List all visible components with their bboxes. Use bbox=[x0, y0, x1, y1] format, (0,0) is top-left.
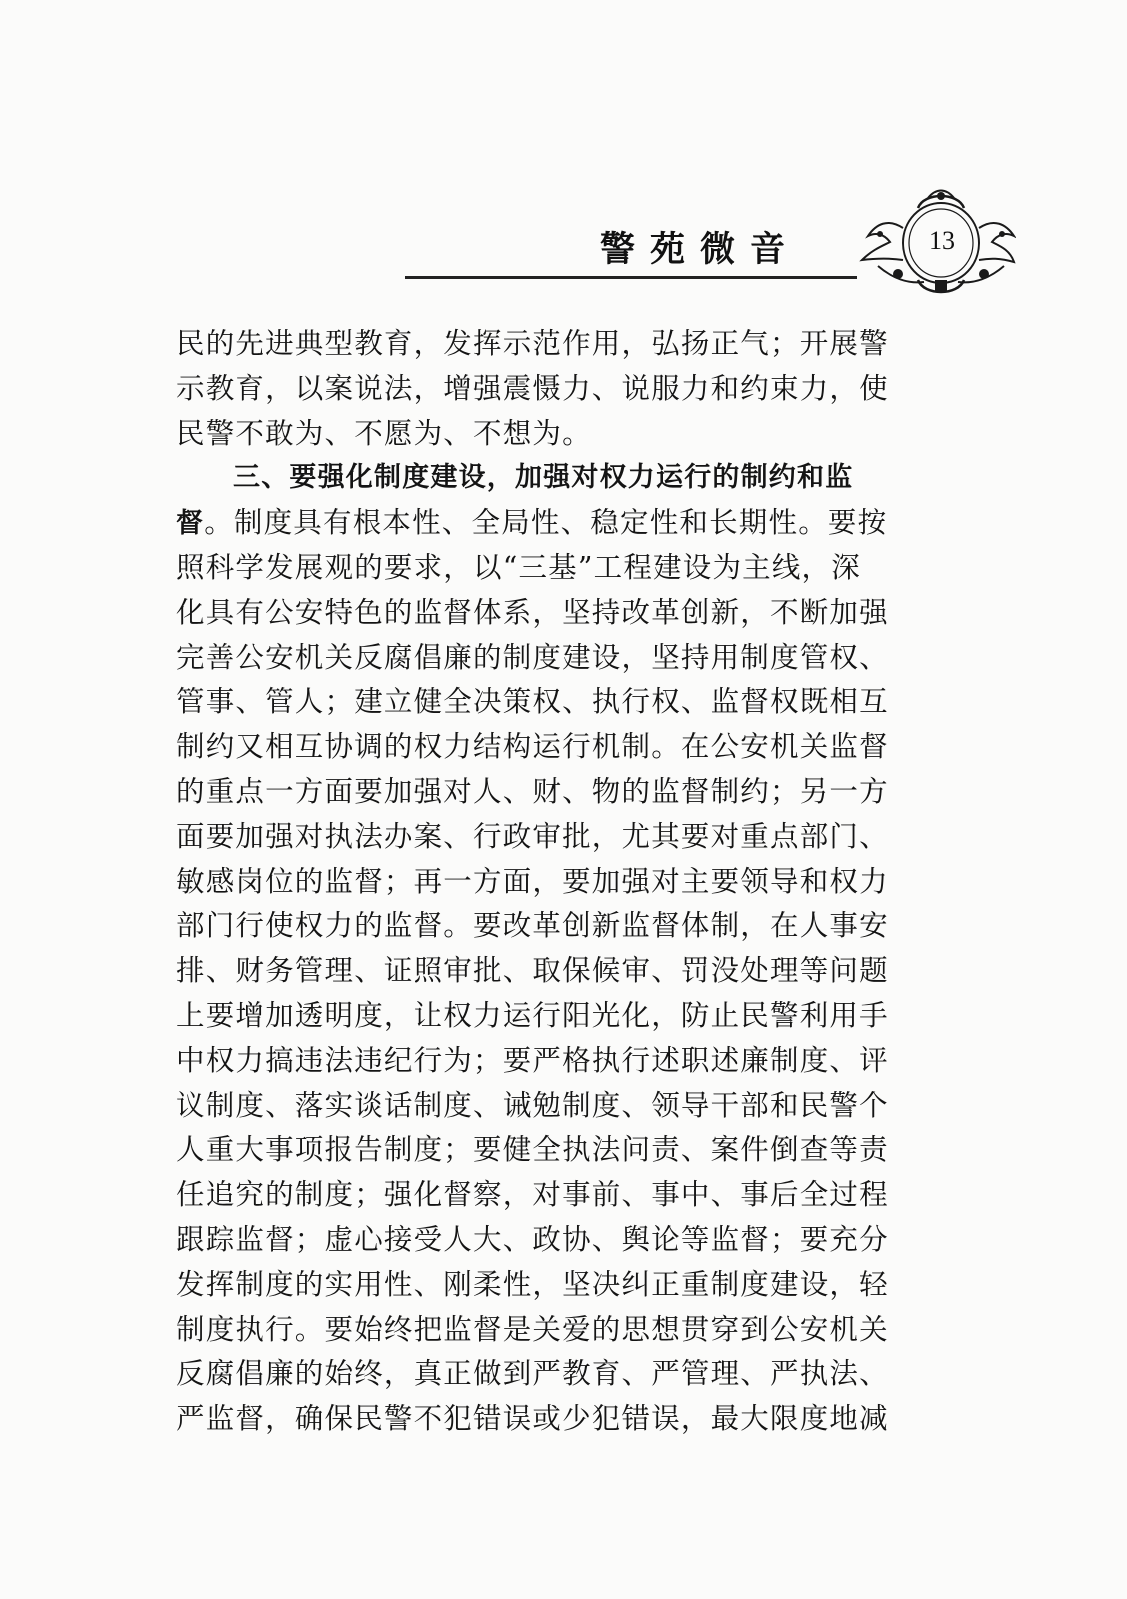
text-line: 照科学发展观的要求，以“三基”工程建设为主线，深 bbox=[176, 550, 861, 584]
page-number: 13 bbox=[929, 226, 955, 255]
text-line: 上要增加透明度，让权力运行阳光化，防止民警利用手 bbox=[176, 998, 889, 1032]
text-line: 面要加强对执法办案、行政审批，尤其要对重点部门、 bbox=[176, 819, 889, 853]
text-line: 人重大事项报告制度；要健全执法问责、案件倒查等责 bbox=[176, 1133, 889, 1167]
text-line: 排、财务管理、证照审批、取保候审、罚没处理等问题 bbox=[176, 954, 889, 988]
text-line: 敏感岗位的监督；再一方面，要加强对主要领导和权力 bbox=[176, 864, 889, 898]
text-line: 议制度、落实谈话制度、诫勉制度、领导干部和民警个 bbox=[176, 1088, 889, 1122]
text-line: 示教育，以案说法，增强震慑力、说服力和约束力，使 bbox=[176, 371, 889, 405]
text-line: 民的先进典型教育，发挥示范作用，弘扬正气；开展警 bbox=[176, 327, 889, 360]
text-line: 督。制度具有根本性、全局性、稳定性和长期性。要按 bbox=[176, 506, 888, 540]
text-line: 制约又相互协调的权力结构运行机制。在公安机关监督 bbox=[176, 730, 889, 764]
text-line: 发挥制度的实用性、刚柔性，坚决纠正重制度建设，轻 bbox=[176, 1267, 889, 1301]
body-text bbox=[176, 322, 896, 1442]
text-line: 化具有公安特色的监督体系，坚持改革创新，不断加强 bbox=[176, 595, 889, 629]
text-line: 任追究的制度；强化督察，对事前、事中、事后全过程 bbox=[176, 1178, 889, 1212]
text-line: 的重点一方面要加强对人、财、物的监督制约；另一方 bbox=[176, 774, 889, 808]
text-line: 制度执行。要始终把监督是关爱的思想贯穿到公安机关 bbox=[176, 1312, 889, 1346]
text-line: 部门行使权力的监督。要改革创新监督体制，在人事安 bbox=[176, 909, 889, 943]
running-header-title: 警苑微音 bbox=[600, 230, 801, 270]
text-line-rest: 。制度具有根本性、全局性、稳定性和长期性。要按 bbox=[204, 506, 888, 540]
text-line: 严监督，确保民警不犯错误或少犯错误，最大限度地减 bbox=[176, 1402, 889, 1436]
text-line: 管事、管人；建立健全决策权、执行权、监督权既相互 bbox=[176, 685, 889, 719]
text-line: 跟踪监督；虚心接受人大、政协、舆论等监督；要充分 bbox=[176, 1222, 889, 1256]
text-line: 完善公安机关反腐倡廉的制度建设，坚持用制度管权、 bbox=[176, 640, 889, 674]
text-line: 民警不敢为、不愿为、不想为。 bbox=[176, 416, 592, 450]
text-line: 中权力搞违法违纪行为；要严格执行述职述廉制度、评 bbox=[176, 1043, 889, 1077]
header-rule bbox=[405, 276, 857, 279]
text-line: 反腐倡廉的始终，真正做到严教育、严管理、严执法、 bbox=[176, 1357, 889, 1391]
section-heading: 三、要强化制度建设，加强对权力运行的制约和监 bbox=[233, 462, 854, 494]
